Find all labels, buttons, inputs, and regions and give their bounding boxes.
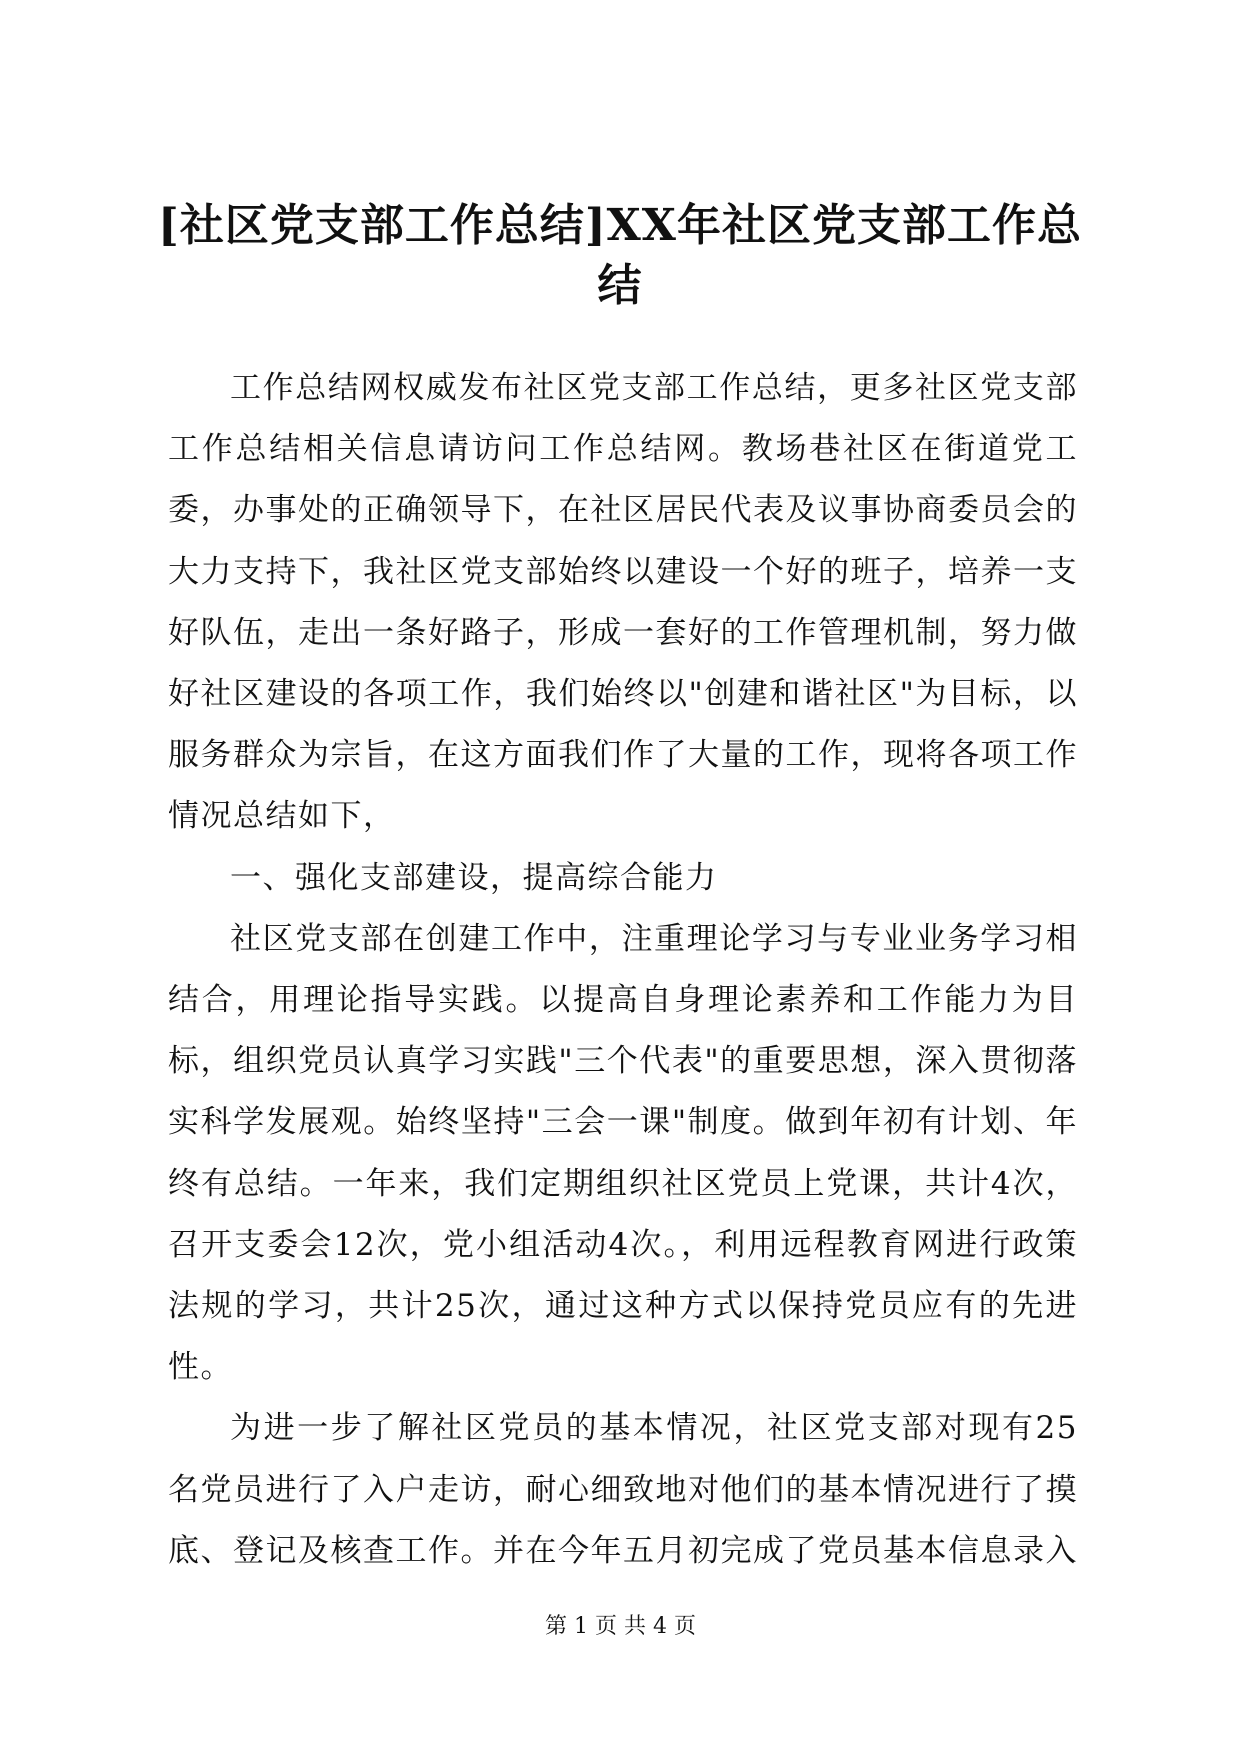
document-body <box>168 358 1078 1582</box>
paragraph-intro: 工作总结网权威发布社区党支部工作总结，更多社区党支部工作总结相关信息请访问工作总结网。教场巷社区在街道党工委，办事处的正确领导下，在社区居民代表及议事协商委员会的大力支持下，我社区党支部始终以建设一个好的班子，培养一支好队伍，走出一条好路子，形成一套好的工作管理机制，努力做好社区建设的各项工作，我们始终以"创建和谐社区"为目标，以服务群众为宗旨，在这方面我们作了大量的工作，现将各项工作情况总结如下， <box>168 370 1078 835</box>
page-footer: 第 1 页 共 4 页 <box>545 1614 696 1639</box>
section-heading-1: 一、强化支部建设，提高综合能力 <box>230 859 718 896</box>
document-title: [社区党支部工作总结]XX年社区党支部工作总结 <box>158 200 1082 311</box>
paragraph-study: 社区党支部在创建工作中，注重理论学习与专业业务学习相结合，用理论指导实践。以提高自身理论素养和工作能力为目标，组织党员认真学习实践"三个代表"的重要思想，深入贯彻落实科学发展观。始终坚持"三会一课"制度。做到年初有计划、年终有总结。一年来，我们定期组织社区党员上党课，共计4次，召开支委会12次，党小组活动4次。，利用远程教育网进行政策法规的学习，共计25次，通过这种方式以保持党员应有的先进性。 <box>168 920 1078 1386</box>
paragraph-visits: 为进一步了解社区党员的基本情况，社区党支部对现有25名党员进行了入户走访，耐心细致地对他们的基本情况进行了摸底、登记及核查工作。并在今年五月初完成了党员基本信息录入 <box>168 1410 1078 1569</box>
